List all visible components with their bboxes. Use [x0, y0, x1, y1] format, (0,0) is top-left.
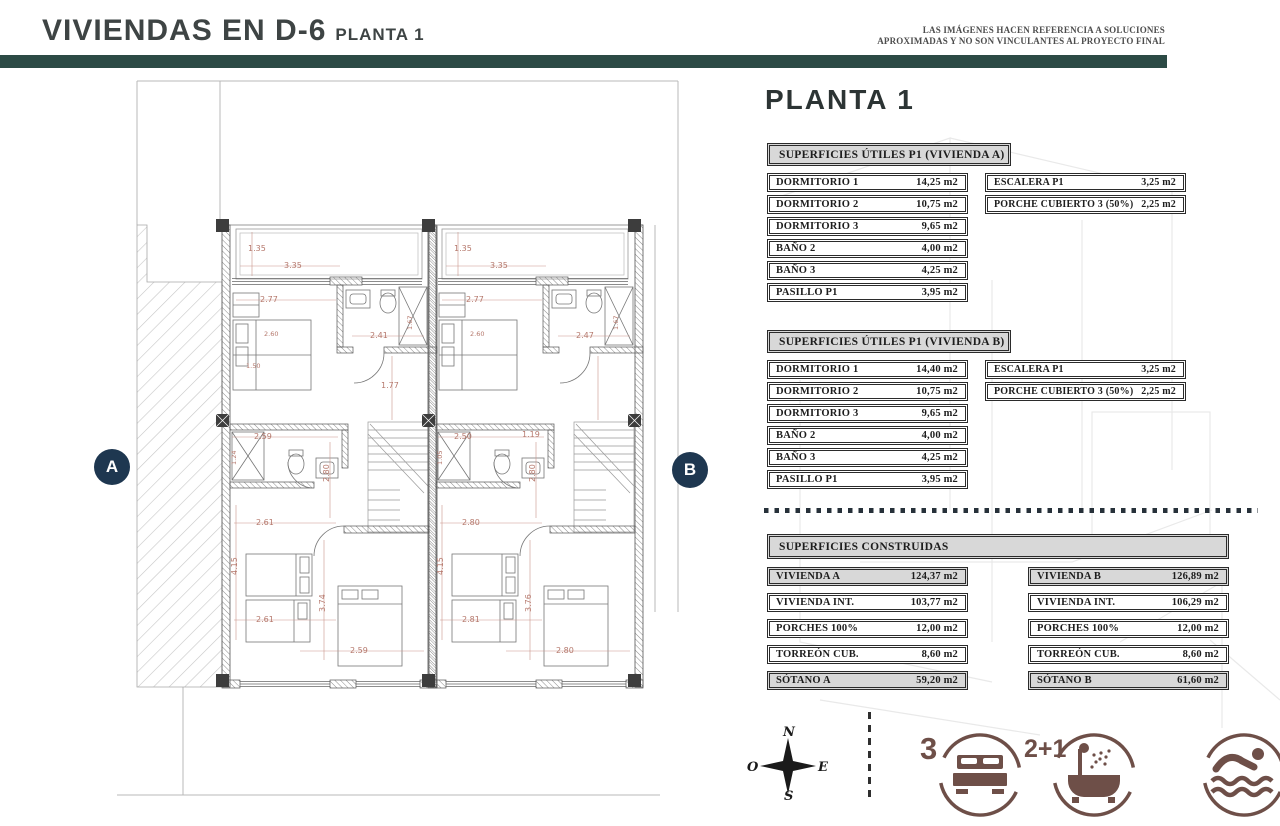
row-value: 126,89 m2: [1171, 571, 1219, 582]
dimension-label: 1.24: [230, 450, 238, 465]
dimension-label: 3.35: [284, 261, 302, 270]
dimension-label: 1.35: [454, 244, 472, 253]
row-label: BAÑO 2: [776, 243, 816, 254]
dimension-label: 4.15: [436, 557, 445, 575]
dimension-label: 2.61: [256, 615, 274, 624]
table-row: [767, 195, 968, 214]
table-row: [767, 382, 968, 401]
row-label: VIVIENDA INT.: [1037, 597, 1116, 608]
svg-text:E: E: [818, 760, 828, 775]
bedrooms-icon: [934, 729, 1026, 821]
construidas-table-b: [1028, 567, 1229, 697]
unit-b-badge: B: [672, 452, 708, 488]
row-label: VIVIENDA A: [776, 571, 841, 582]
row-label: SÓTANO B: [1037, 675, 1092, 686]
site-hatch: [137, 225, 222, 687]
row-value: 12,00 m2: [916, 623, 958, 634]
table-row: [767, 283, 968, 302]
dimension-label: 4.15: [230, 557, 239, 575]
row-value: 3,25 m2: [1141, 364, 1176, 375]
table-row: [767, 426, 968, 445]
pool-feature: [1198, 729, 1280, 821]
row-label: DORMITORIO 2: [776, 386, 859, 397]
table-row: [767, 593, 968, 612]
bedrooms-count: 3: [920, 731, 938, 766]
row-value: 9,65 m2: [921, 221, 958, 232]
floor-plan: [40, 75, 740, 800]
row-label: PASILLO P1: [776, 474, 838, 485]
row-value: 8,60 m2: [921, 649, 958, 660]
row-label: PASILLO P1: [776, 287, 838, 298]
dimension-label: 1.19: [522, 430, 540, 439]
dimension-label: 3.76: [524, 594, 533, 612]
row-value: 3,95 m2: [921, 474, 958, 485]
dimension-label: 2.59: [350, 646, 368, 655]
row-value: 10,75 m2: [916, 199, 958, 210]
row-label: PORCHES 100%: [1037, 623, 1120, 634]
row-value: 2,25 m2: [1141, 199, 1176, 210]
row-label: VIVIENDA INT.: [776, 597, 855, 608]
row-label: DORMITORIO 3: [776, 408, 859, 419]
dimension-label: 2.60: [470, 330, 485, 338]
dotted-separator: [764, 508, 1258, 513]
construidas-header: SUPERFICIES CONSTRUIDAS: [767, 534, 1229, 559]
dimension-label: 2.77: [260, 295, 278, 304]
utiles-a-table: [767, 173, 968, 305]
row-value: 3,95 m2: [921, 287, 958, 298]
row-value: 8,60 m2: [1182, 649, 1219, 660]
disclaimer-text: LAS IMÁGENES HACEN REFERENCIA A SOLUCIONES APROXIMADAS Y NO SON VINCULANTES AL PROYECTO FINAL: [877, 25, 1165, 46]
row-value: 4,00 m2: [921, 430, 958, 441]
dimension-label: 2.80: [322, 464, 331, 482]
table-row: [1028, 593, 1229, 612]
page-title-sub: PLANTA 1: [335, 25, 425, 44]
dimension-label: 2.80: [528, 464, 537, 482]
bathrooms-count: 2+1: [1024, 735, 1067, 763]
dimension-label: 2.47: [576, 331, 594, 340]
dimension-label: 2.60: [264, 330, 279, 338]
row-value: 103,77 m2: [910, 597, 958, 608]
dimension-label: 2.41: [370, 331, 388, 340]
dashed-separator: [868, 712, 871, 800]
table-row: [985, 382, 1186, 401]
row-value: 10,75 m2: [916, 386, 958, 397]
dimension-label: 1.35: [248, 244, 266, 253]
table-row: [1028, 645, 1229, 664]
table-row: [767, 404, 968, 423]
dimension-label: 2.81: [462, 615, 480, 624]
svg-text:O: O: [747, 760, 759, 775]
row-label: ESCALERA P1: [994, 364, 1064, 375]
row-value: 2,25 m2: [1141, 386, 1176, 397]
row-value: 3,25 m2: [1141, 177, 1176, 188]
row-value: 14,25 m2: [916, 177, 958, 188]
dimension-label: 2.80: [556, 646, 574, 655]
row-label: PORCHE CUBIERTO 3 (50%): [994, 386, 1134, 397]
row-label: BAÑO 3: [776, 265, 816, 276]
dimension-label: 3.74: [318, 594, 327, 612]
compass-rose-icon: [746, 724, 830, 800]
dimension-label: 2.50: [454, 432, 472, 441]
dimension-label: 1.05: [436, 450, 444, 465]
svg-text:S: S: [784, 789, 794, 800]
table-row: [767, 261, 968, 280]
table-row: [1028, 671, 1229, 690]
table-row: [985, 360, 1186, 379]
table-row: [767, 360, 968, 379]
row-label: DORMITORIO 1: [776, 177, 859, 188]
table-row: [767, 239, 968, 258]
svg-text:N: N: [783, 725, 795, 740]
row-label: TORREÓN CUB.: [1037, 649, 1120, 660]
bathrooms-feature: [1024, 729, 1140, 821]
row-label: ESCALERA P1: [994, 177, 1064, 188]
construidas-table-a: [767, 567, 968, 697]
row-label: VIVIENDA B: [1037, 571, 1102, 582]
table-row: [985, 173, 1186, 192]
dimension-label: 1.50: [246, 362, 261, 370]
dimension-label: 2.77: [466, 295, 484, 304]
row-value: 4,25 m2: [921, 265, 958, 276]
dimension-label: 1.67: [612, 315, 620, 330]
table-row: [1028, 619, 1229, 638]
row-value: 14,40 m2: [916, 364, 958, 375]
row-label: PORCHES 100%: [776, 623, 859, 634]
table-row: [767, 173, 968, 192]
table-row: [767, 567, 968, 586]
table-row: [1028, 567, 1229, 586]
dimension-label: 2.59: [254, 432, 272, 441]
row-value: 9,65 m2: [921, 408, 958, 419]
panel-title: PLANTA 1: [765, 84, 915, 115]
dimension-label: 2.61: [256, 518, 274, 527]
row-label: DORMITORIO 1: [776, 364, 859, 375]
page-title-main: VIVIENDAS EN D-6: [42, 14, 327, 47]
row-value: 106,29 m2: [1171, 597, 1219, 608]
utiles-b-table: [767, 360, 968, 492]
dimension-label: 1.67: [406, 315, 414, 330]
row-value: 12,00 m2: [1177, 623, 1219, 634]
utiles-b-extra-table: [985, 360, 1186, 404]
utiles-b-header: SUPERFICIES ÚTILES P1 (VIVIENDA B): [767, 330, 1011, 353]
table-row: [767, 217, 968, 236]
table-row: [767, 645, 968, 664]
table-row: [767, 619, 968, 638]
dimension-label: 2.80: [462, 518, 480, 527]
utiles-a-header: SUPERFICIES ÚTILES P1 (VIVIENDA A): [767, 143, 1011, 166]
table-row: [767, 671, 968, 690]
unit-a-badge: A: [94, 449, 130, 485]
row-label: BAÑO 3: [776, 452, 816, 463]
table-row: [767, 470, 968, 489]
row-label: SÓTANO A: [776, 675, 831, 686]
page-title: [42, 14, 425, 48]
row-label: PORCHE CUBIERTO 3 (50%): [994, 199, 1134, 210]
pool-icon: [1198, 729, 1280, 821]
dimension-label: 3.35: [490, 261, 508, 270]
row-value: 124,37 m2: [910, 571, 958, 582]
row-label: DORMITORIO 3: [776, 221, 859, 232]
accent-bar: [0, 55, 1167, 68]
utiles-a-extra-table: [985, 173, 1186, 217]
bedrooms-feature: [920, 729, 1026, 821]
row-value: 59,20 m2: [916, 675, 958, 686]
table-row: [985, 195, 1186, 214]
row-label: BAÑO 2: [776, 430, 816, 441]
table-row: [767, 448, 968, 467]
row-value: 61,60 m2: [1177, 675, 1219, 686]
row-value: 4,25 m2: [921, 452, 958, 463]
row-label: TORREÓN CUB.: [776, 649, 859, 660]
row-label: DORMITORIO 2: [776, 199, 859, 210]
row-value: 4,00 m2: [921, 243, 958, 254]
dimension-label: 1.77: [381, 381, 399, 390]
